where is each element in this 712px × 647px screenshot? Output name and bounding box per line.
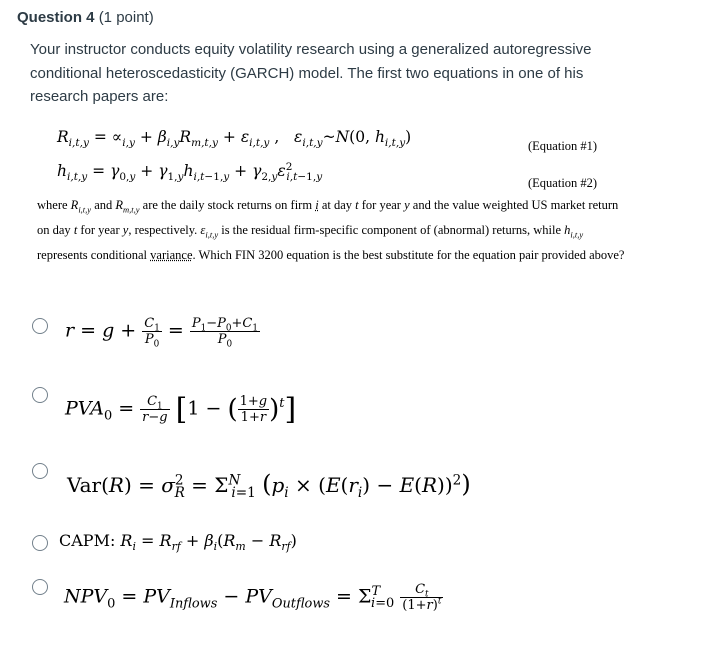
option-npv-formula[interactable]: $NPV_0 = PV_{Inflows} - PV_{Outflows} = \Sigma^T_{i=0}$ $\frac{C_t}{(1+r)^t}$ <box>64 582 442 613</box>
option-gordon-formula[interactable]: r = g + $\frac{C_1}{P_0}$ = $\frac{P_1-P_0+C_1}{P_0}$ <box>65 316 258 350</box>
question-title <box>17 9 154 26</box>
option-pva-formula[interactable]: $PVA_0$ = $\frac{C_1}{r-g}$ [1 − ( $\frac{1+g}{1+r}$ )$^t$] <box>65 392 297 427</box>
equation-1-tag: (Equation #1) <box>528 139 598 153</box>
equation-2-tag: (Equation #2) <box>528 176 598 190</box>
option-variance-radio[interactable] <box>32 463 48 479</box>
question-points: (1 point) <box>98 9 154 26</box>
option-capm-formula[interactable]: CAPM: $R_i = R_{rf} + \beta_i(R_m - R_{rf})$ <box>59 531 297 554</box>
option-npv-radio[interactable] <box>32 579 48 595</box>
option-variance-formula[interactable]: $Var(R) = \sigma^2_R = \Sigma^N_{i=1}$ $(p_i \times (E(r_i) - E(R))^2)$ <box>67 470 471 501</box>
option-gordon-radio[interactable] <box>32 318 48 334</box>
question-prompt: Your instructor conducts equity volatility research using a generalized autoregressive conditional heteroscedasticity (GARCH) model. The first two equations in one of his research papers are: <box>30 41 592 105</box>
option-pva-radio[interactable] <box>32 387 48 403</box>
equation-2: $h_{i,t,y} = \gamma_{0,y} + \gamma_{1,y}h_{i,t-1,y} + \gamma_{2,y}\varepsilon^2_{i,t-1,y}$ <box>57 160 323 184</box>
equation-1: $R_{i,t,y} = \propto_{i,y} + \beta_{i,y}R_{m,t,y} + \varepsilon_{i,t,y}$ , $\varepsilon_{i,t,y}\sim N(0$, $h_{i,t,y}$) <box>57 128 412 150</box>
question-number: Question 4 <box>17 9 95 26</box>
option-capm-radio[interactable] <box>32 535 48 551</box>
equation-explanation: where $R_{i,t,y}$ and $R_{m,t,y}$ are the daily stock returns on firm i at day t for year y and the value weighted US market return on day t for year y, respectively. $\varepsilon_{i,t,y}$ is the residual firm-specific component of (abnormal) returns, while $h_{i,t,y}$ represents conditional variance. Which FIN 3200 equation is the best substitute for the equation pair provided above? <box>37 198 625 262</box>
